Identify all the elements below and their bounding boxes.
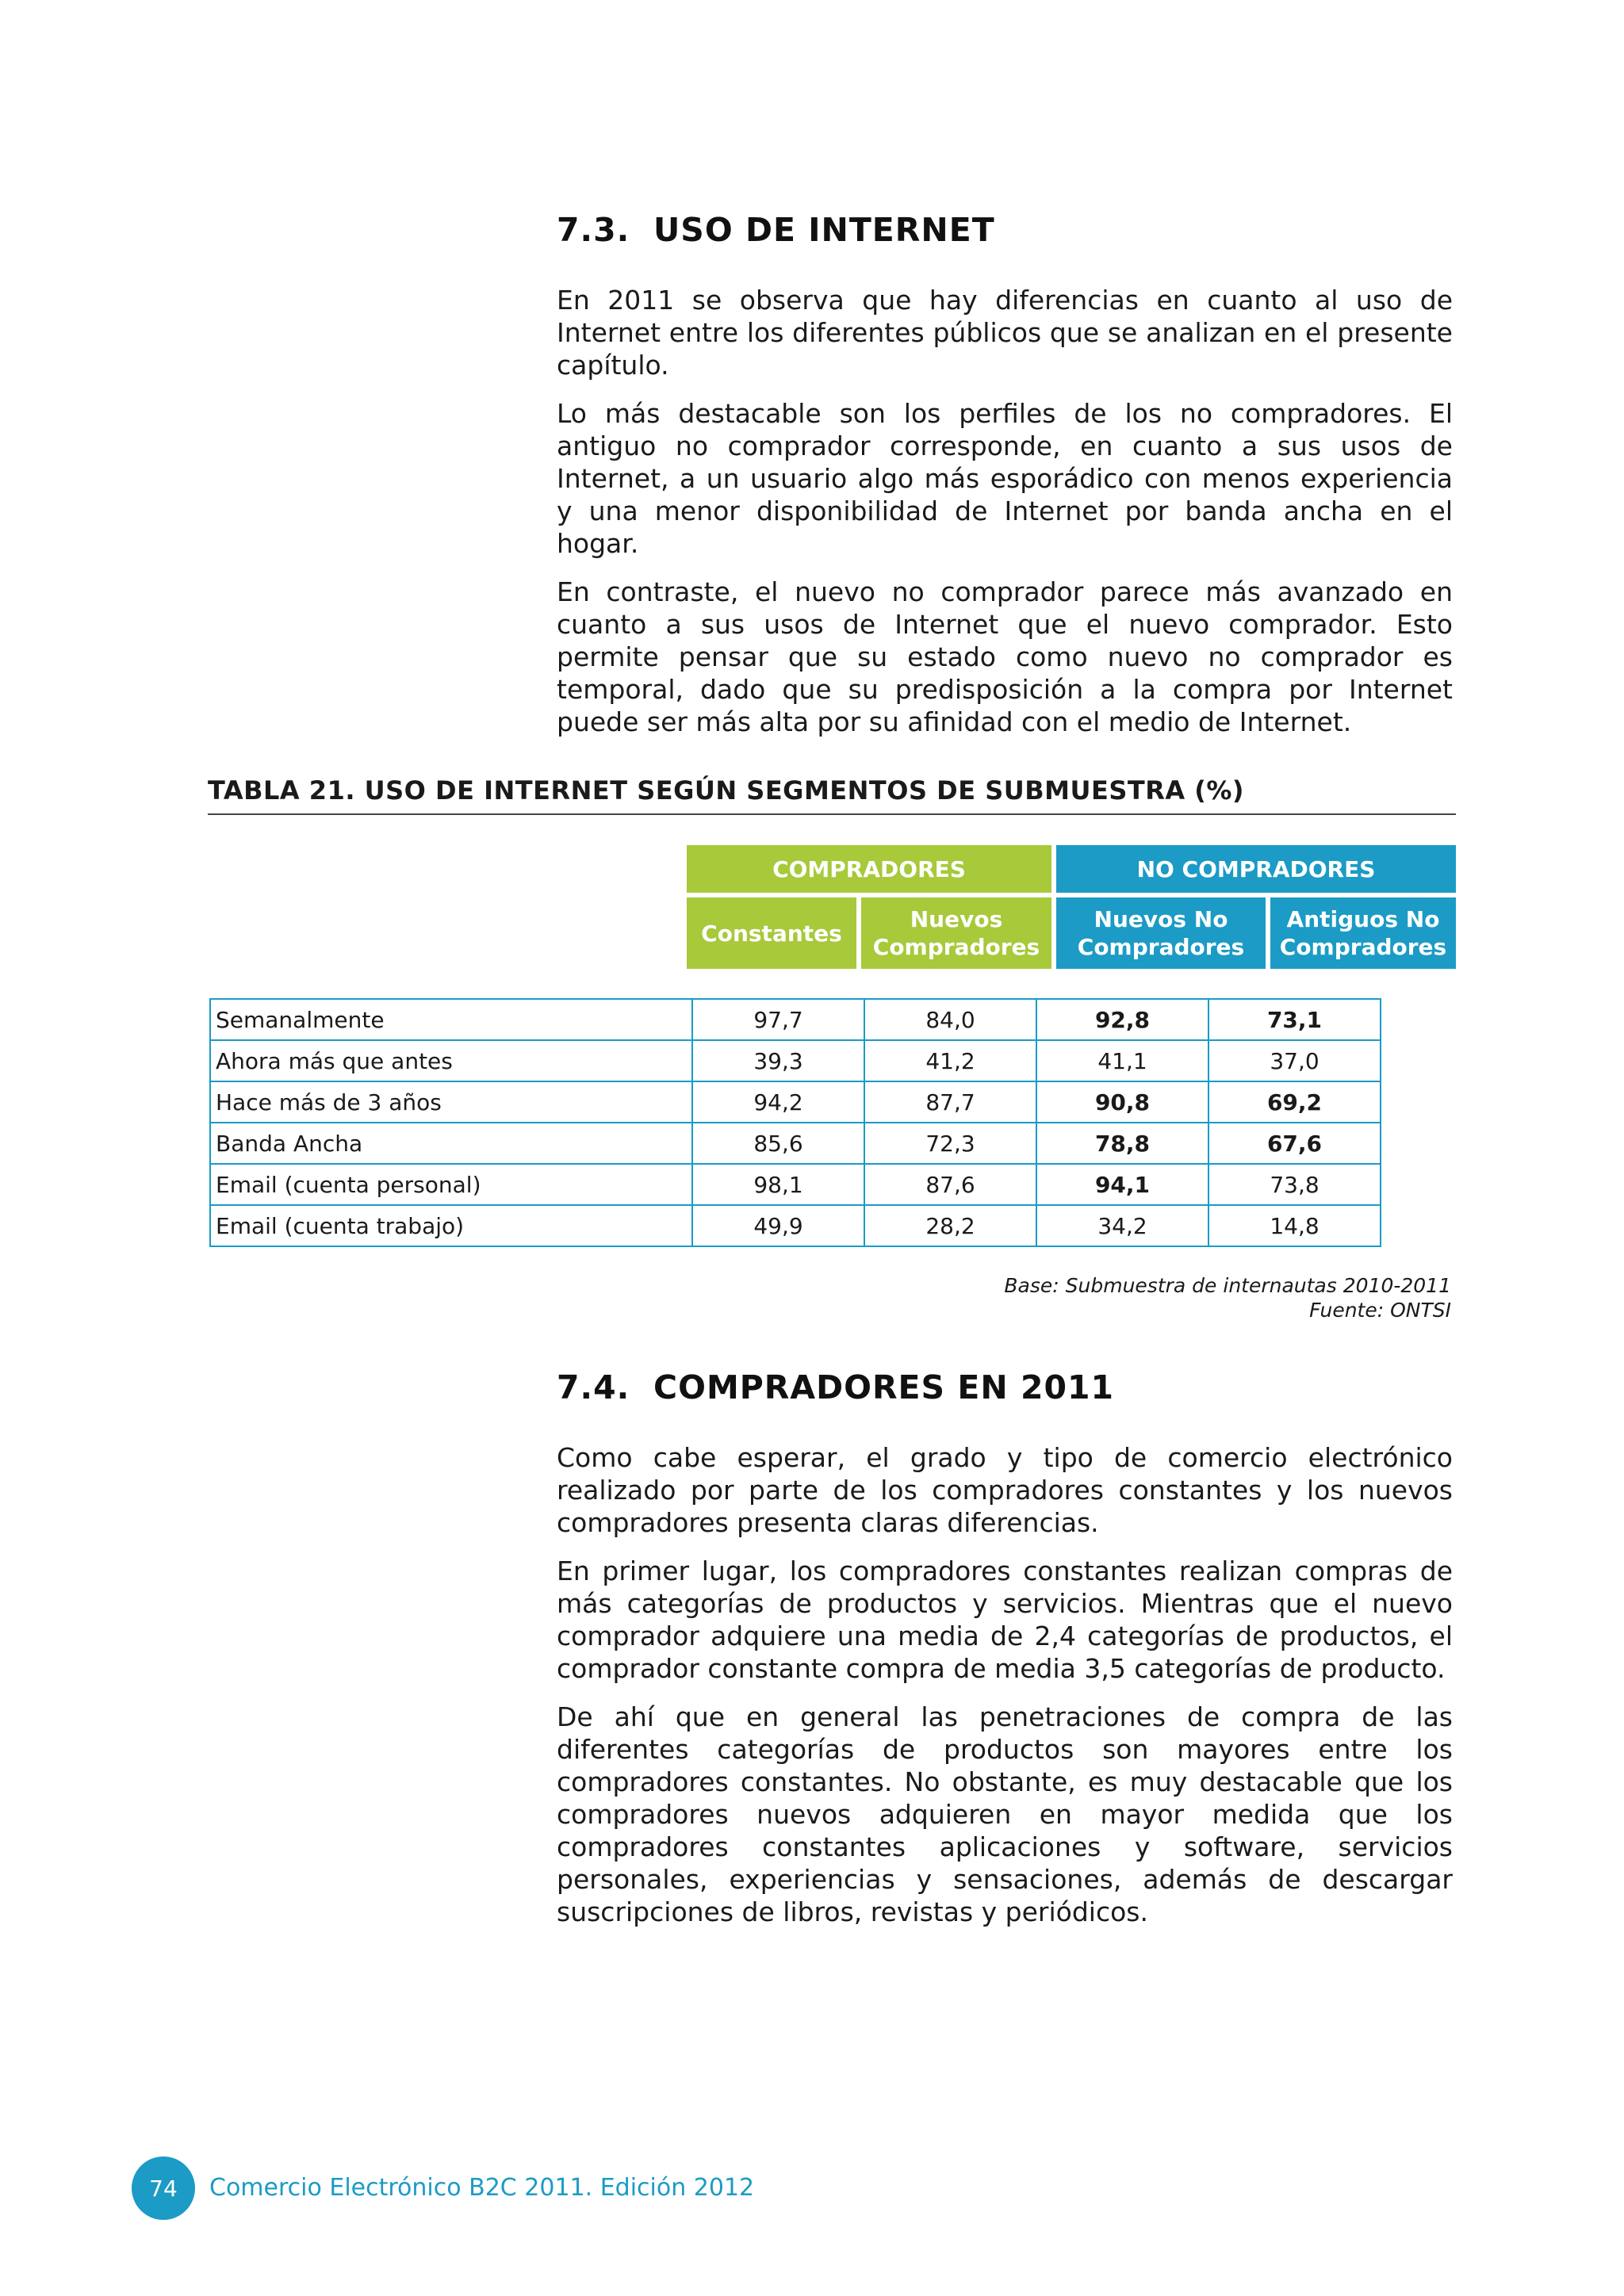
table-cell: 41,2 [864,1040,1036,1081]
table-cell: 84,0 [864,999,1036,1040]
table-cell: 34,2 [1036,1205,1208,1246]
page-number: 74 [149,2175,178,2202]
row-label: Ahora más que antes [210,1040,692,1081]
table-cell: 98,1 [692,1164,864,1205]
table-cell: 94,2 [692,1081,864,1123]
section-number: 7.3. [557,211,630,249]
section-title: USO DE INTERNET [653,211,995,249]
table-cell: 69,2 [1208,1081,1381,1123]
header-nuevos-compradores: Nuevos Compradores [861,897,1051,969]
table-caption: TABLA 21. USO DE INTERNET SEGÚN SEGMENTOS DE SUBMUESTRA (%) [208,775,1456,815]
table-source-note: Fuente: ONTSI [1309,1299,1451,1322]
row-label: Email (cuenta personal) [210,1164,692,1205]
table-row [210,1040,1381,1081]
table-row [210,1081,1381,1123]
data-table [209,998,1381,1247]
row-label: Semanalmente [210,999,692,1040]
section-7-4-body [557,1441,1453,1944]
row-label: Banda Ancha [210,1123,692,1164]
page-number-badge [132,2156,195,2220]
paragraph: En primer lugar, los compradores constantes realizan compras de más categorías de productos y servicios. Mientras que el nuevo comprador adquiere una media de 2,4 categorías de productos, el comprador constante compra de media 3,5 categorías de producto. [557,1556,1453,1684]
section-7-3-heading [557,211,1453,249]
table-base-note: Base: Submuestra de internautas 2010-2011 [1004,1274,1451,1297]
table-cell: 92,8 [1036,999,1208,1040]
paragraph: En 2011 se observa que hay diferencias en cuanto al uso de Internet entre los diferentes públicos que se analizan en el presente capítulo. [557,285,1453,381]
table-cell: 78,8 [1036,1123,1208,1164]
header-no-compradores: NO COMPRADORES [1056,845,1456,893]
paragraph: De ahí que en general las penetraciones de compra de las diferentes categorías de productos son mayores entre los compradores constantes. No obstante, es muy destacable que los compradores nuevos adquieren en mayor medida que los compradores constantes aplicaciones y software, servicios personales, experiencias y sensaciones, además de descargar suscripciones de libros, revistas y periódicos. [557,1701,1453,1927]
header-antiguos-no-compradores: Antiguos No Compradores [1270,897,1456,969]
table-cell: 87,6 [864,1164,1036,1205]
table-cell: 85,6 [692,1123,864,1164]
table-cell: 41,1 [1036,1040,1208,1081]
table-cell: 90,8 [1036,1081,1208,1123]
table-cell: 37,0 [1208,1040,1381,1081]
paragraph: Como cabe esperar, el grado y tipo de comercio electrónico realizado por parte de los compradores constantes y los nuevos compradores presenta claras diferencias. [557,1442,1453,1538]
table-cell: 97,7 [692,999,864,1040]
table-cell: 94,1 [1036,1164,1208,1205]
footer-publication-title: Comercio Electrónico B2C 2011. Edición 2012 [209,2174,755,2202]
table-cell: 28,2 [864,1205,1036,1246]
section-7-4-heading [557,1368,1453,1406]
table-cell: 39,3 [692,1040,864,1081]
row-label: Email (cuenta trabajo) [210,1205,692,1246]
row-label: Hace más de 3 años [210,1081,692,1123]
table-row [210,1123,1381,1164]
table-row [210,1205,1381,1246]
table-cell: 73,8 [1208,1164,1381,1205]
header-nuevos-no-compradores: Nuevos No Compradores [1056,897,1266,969]
section-number: 7.4. [557,1368,630,1406]
table-cell: 72,3 [864,1123,1036,1164]
paragraph: En contraste, el nuevo no comprador parece más avanzado en cuanto a sus usos de Internet que el nuevo comprador. Esto permite pensar que su estado como nuevo no comprador es temporal, dado que su predisposición a la compra por Internet puede ser más alta por su afinidad con el medio de Internet. [557,576,1453,737]
header-constantes: Constantes [687,897,856,969]
table-cell: 49,9 [692,1205,864,1246]
table-cell: 73,1 [1208,999,1381,1040]
header-compradores: COMPRADORES [687,845,1051,893]
table-cell: 14,8 [1208,1205,1381,1246]
table-row [210,999,1381,1040]
section-title: COMPRADORES EN 2011 [653,1368,1115,1406]
table-row [210,1164,1381,1205]
table-cell: 87,7 [864,1081,1036,1123]
paragraph: Lo más destacable son los perfiles de los no compradores. El antiguo no comprador corresponde, en cuanto a sus usos de Internet, a un usuario algo más esporádico con menos experiencia y una menor disponibilidad de Internet por banda ancha en el hogar. [557,398,1453,559]
section-7-3-body [557,284,1453,754]
table-cell: 67,6 [1208,1123,1381,1164]
